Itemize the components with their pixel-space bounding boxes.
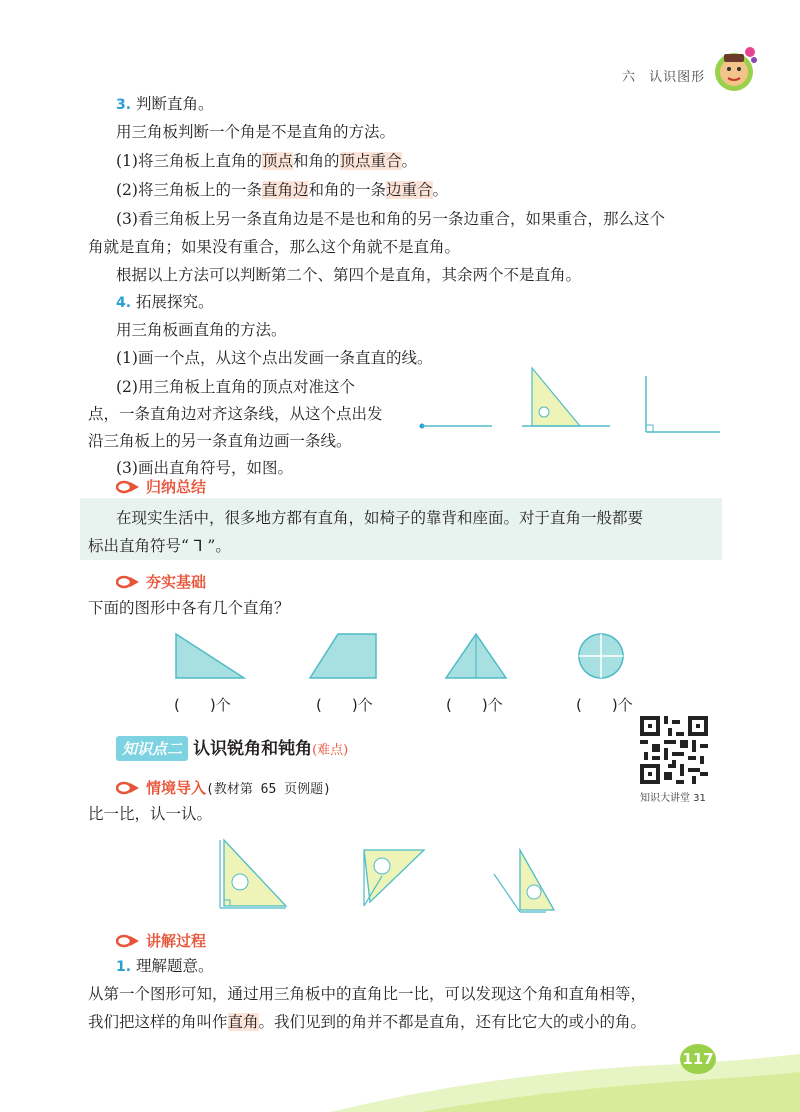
section3-step2 bbox=[116, 180, 448, 200]
step-triangle-on-line bbox=[522, 368, 610, 426]
section4-step1: (1)画一个点，从这个点出发画一条直直的线。 bbox=[116, 349, 433, 367]
chapter-header bbox=[622, 66, 705, 85]
basics-shapes bbox=[170, 630, 640, 682]
step2-highlight-leg: 直角边 bbox=[261, 181, 309, 199]
step2-text-a: (2)将三角板上的一条 bbox=[116, 181, 262, 199]
shape-right-triangle bbox=[176, 634, 244, 678]
step2-text-e: 。 bbox=[432, 181, 449, 199]
arrow-marker-icon bbox=[116, 781, 140, 795]
step1-text-e: 。 bbox=[401, 152, 418, 170]
section4-heading bbox=[116, 292, 214, 313]
arrow-marker-icon bbox=[116, 480, 140, 494]
summary-line1: 在现实生活中，很多地方都有直角，如椅子的靠背和座面。对于直角一般都要 bbox=[116, 509, 644, 527]
scenario-note: (教材第 65 页例题) bbox=[206, 782, 331, 797]
step2-text-c: 和角的一条 bbox=[308, 181, 386, 199]
section3-intro: 用三角板判断一个角是不是直角的方法。 bbox=[116, 123, 396, 141]
explain-line1: 从第一个图形可知，通过用三角板中的直角比一比，可以发现这个角和直角相等， bbox=[88, 985, 647, 1003]
knowledge-point-level: (难点) bbox=[312, 743, 349, 758]
summary-heading-text: 归纳总结 bbox=[146, 478, 207, 496]
step1-text-c: 和角的 bbox=[292, 152, 340, 170]
qr-caption: 知识大讲堂 31 bbox=[640, 793, 706, 804]
section3-number: 3. bbox=[116, 97, 132, 113]
basics-heading-text: 夯实基础 bbox=[146, 573, 207, 591]
chapter-number: 六 bbox=[622, 70, 637, 85]
section3-step3-line2: 角就是直角；如果没有重合，那么这个角就不是直角。 bbox=[88, 238, 461, 256]
explain-line2-c: 。我们见到的角并不都是直角，还有比它大的或小的角。 bbox=[258, 1013, 647, 1031]
section3-conclusion: 根据以上方法可以判断第二个、第四个是直角，其余两个不是直角。 bbox=[116, 266, 582, 284]
scenario-text: 比一比，认一认。 bbox=[88, 805, 213, 823]
explain-heading-text: 讲解过程 bbox=[146, 932, 207, 950]
explain-highlight-right-angle: 直角 bbox=[227, 1013, 259, 1031]
step1-text-a: (1)将三角板上直角的 bbox=[116, 152, 262, 170]
basics-heading bbox=[116, 571, 206, 592]
draw-right-angle-figure bbox=[414, 362, 726, 438]
step-right-angle-result bbox=[646, 376, 720, 432]
explain-subheading bbox=[116, 956, 214, 977]
explain-number: 1. bbox=[116, 959, 132, 975]
answer-blank-2[interactable]: ( )个 bbox=[316, 696, 373, 714]
basics-question: 下面的图形中各有几个直角？ bbox=[88, 599, 290, 617]
footer-wave bbox=[0, 1036, 800, 1112]
step1-highlight-vertex: 顶点 bbox=[261, 152, 293, 170]
explain-line2-a: 我们把这样的角叫作 bbox=[88, 1013, 228, 1031]
section3-step1 bbox=[116, 151, 417, 171]
answer-blank-4[interactable]: ( )个 bbox=[576, 696, 633, 714]
summary-heading bbox=[116, 476, 206, 497]
step-point-line bbox=[420, 424, 493, 429]
summary-line2: 标出直角符号“ ⅂ ”。 bbox=[88, 537, 231, 555]
explain-title: 理解题意。 bbox=[136, 957, 214, 975]
shape-trapezoid bbox=[310, 634, 376, 678]
angle-comparison-figure bbox=[216, 836, 556, 916]
qr-code-icon[interactable] bbox=[640, 716, 708, 784]
section4-step2-line1: (2)用三角板上直角的顶点对准这个 bbox=[116, 378, 355, 396]
section4-step3: (3)画出直角符号，如图。 bbox=[116, 459, 293, 477]
explain-line2 bbox=[88, 1012, 646, 1032]
explain-heading bbox=[116, 930, 206, 951]
answer-blank-3[interactable]: ( )个 bbox=[446, 696, 503, 714]
knowledge-point-heading bbox=[116, 734, 348, 761]
arrow-marker-icon bbox=[116, 934, 140, 948]
section4-step2-line3: 沿三角板上的另一条直角边画一条线。 bbox=[88, 432, 352, 450]
step2-highlight-edge: 边重合 bbox=[386, 181, 433, 199]
page-number: 117 bbox=[680, 1044, 716, 1074]
section4-number: 4. bbox=[116, 295, 132, 311]
section4-intro: 用三角板画直角的方法。 bbox=[116, 321, 287, 339]
scenario-heading bbox=[116, 777, 331, 798]
knowledge-point-title: 认识锐角和钝角 bbox=[193, 739, 313, 759]
arrow-marker-icon bbox=[116, 575, 140, 589]
mascot-icon bbox=[712, 42, 760, 94]
knowledge-point-tag: 知识点二 bbox=[116, 736, 188, 761]
section4-step2-line2: 点，一条直角边对齐这条线，从这个点出发 bbox=[88, 405, 383, 423]
chapter-title: 认识图形 bbox=[649, 70, 706, 85]
compare-obtuse-angle bbox=[494, 850, 554, 912]
section3-title: 判断直角。 bbox=[136, 95, 214, 113]
compare-acute-angle bbox=[364, 850, 424, 906]
section3-step3-line1: (3)看三角板上另一条直角边是不是也和角的另一条边重合，如果重合，那么这个 bbox=[116, 210, 665, 228]
compare-right-angle bbox=[220, 840, 286, 908]
answer-blank-1[interactable]: ( )个 bbox=[174, 696, 231, 714]
step1-highlight-coincide: 顶点重合 bbox=[339, 152, 402, 170]
section4-title: 拓展探究。 bbox=[136, 293, 214, 311]
section3-heading bbox=[116, 94, 214, 115]
scenario-heading-text: 情境导入 bbox=[146, 779, 207, 797]
